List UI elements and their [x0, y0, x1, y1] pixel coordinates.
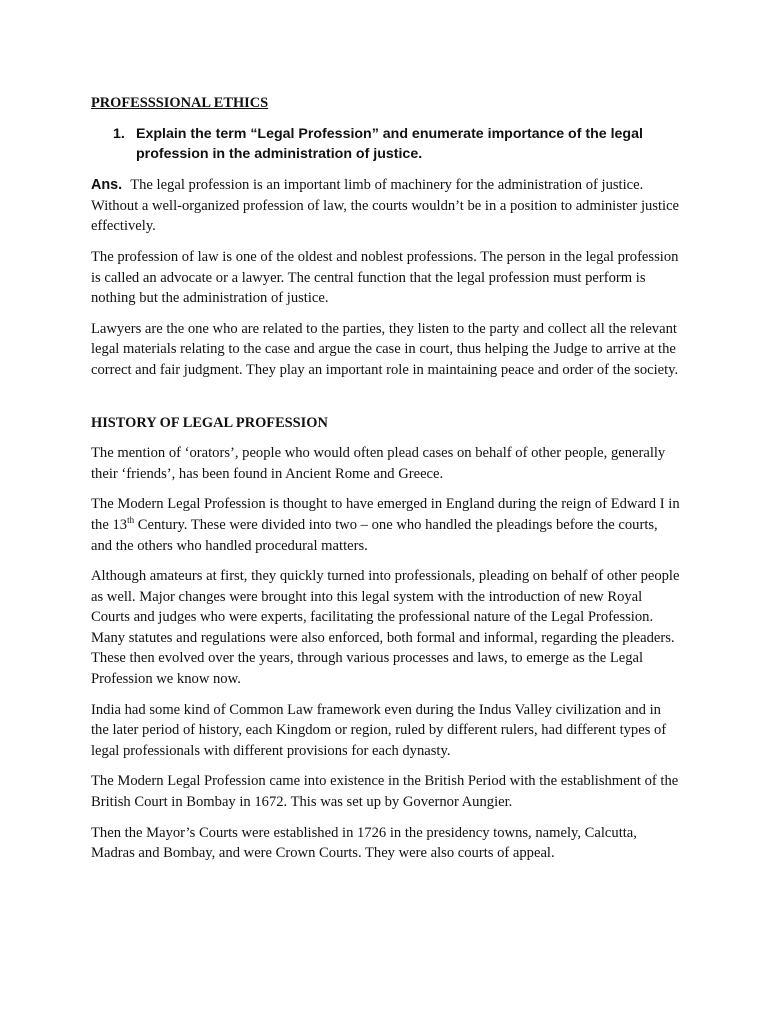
question-number: 1.: [113, 125, 125, 142]
answer-label: Ans.: [91, 177, 123, 194]
history-paragraph-3: Although amateurs at first, they quickly turned into professionals, pleading on behalf of other people as well. Major changes were brought into this legal system with the introduction of new Royal Courts and judges who were experts, facilitating the professional nature of the Legal Profession. Many statutes and regulations were also enforced, both formal and informal, regarding the pleaders. These then evolved over the years, through various processes and laws, to emerge as the Legal Profession we know now.: [91, 568, 680, 688]
history-paragraph-6: Then the Mayor’s Courts were established in 1726 in the presidency towns, namely, Calcutta, Madras and Bombay, and were Crown Courts. They were also courts of appeal.: [91, 824, 637, 862]
section-spacer: [91, 381, 681, 413]
history-paragraph-2-start: The Modern Legal Profession is thought to have emerged in England during the reign of Edward I in the 13: [91, 496, 680, 533]
ordinal-suffix: th: [127, 515, 135, 526]
answer-paragraph-1-text: The legal profession is an important limb of machinery for the administration of justice. Without a well-organized profession of law, the courts wouldn’t be in a position to administer justice effectively.: [91, 177, 680, 235]
section-title-history: HISTORY OF LEGAL PROFESSION: [91, 414, 328, 431]
answer-paragraph-1: [91, 175, 681, 237]
answer-paragraph-2: The profession of law is one of the oldest and noblest professions. The person in the legal profession is called an advocate or a lawyer. The central function that the legal profession must perform is nothing but the administration of justice.: [91, 248, 679, 307]
question-1: [91, 124, 681, 166]
history-paragraph-5: The Modern Legal Profession came into existence in the British Period with the establishment of the British Court in Bombay in 1672. This was set up by Governor Aungier.: [91, 773, 679, 811]
history-paragraph-2: [91, 494, 681, 556]
section-title-professional-ethics: PROFESSSIONAL ETHICS: [91, 95, 269, 111]
history-paragraph-1: The mention of ‘orators’, people who would often plead cases on behalf of other people, generally their ‘friends’, has been found in Ancient Rome and Greece.: [91, 445, 666, 482]
answer-paragraph-3: Lawyers are the one who are related to the parties, they listen to the party and collect all the relevant legal materials relating to the case and argue the case in court, thus helping the Judge to arrive at the correct and fair judgment. They play an important role in maintaining peace and order of the society.: [91, 320, 679, 378]
document-body: [91, 93, 681, 864]
question-text: Explain the term “Legal Profession” and enumerate importance of the legal profession in the administration of justice.: [136, 125, 643, 163]
history-paragraph-4: India had some kind of Common Law framework even during the Indus Valley civilization and in the later period of history, each Kingdom or region, ruled by different rulers, had different types of legal professionals with different provisions for each dynasty.: [91, 701, 667, 759]
history-paragraph-2-end: Century. These were divided into two – one who handled the pleadings before the courts, and the others who handled procedural matters.: [91, 516, 658, 554]
